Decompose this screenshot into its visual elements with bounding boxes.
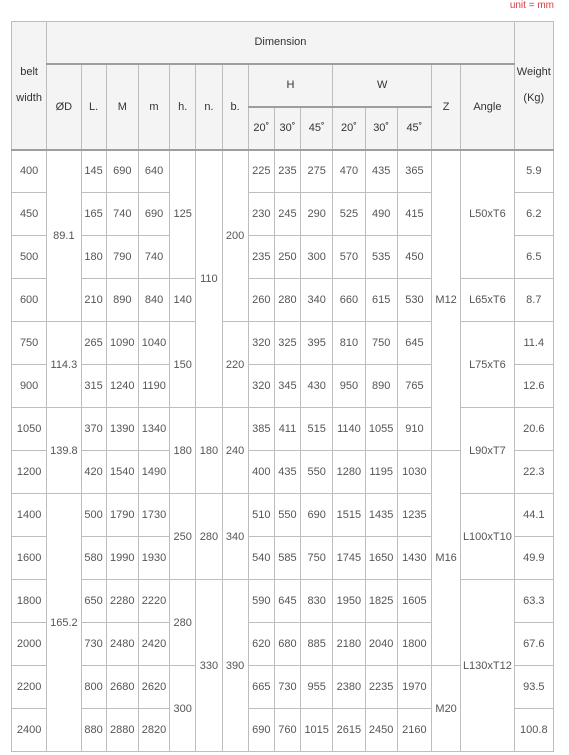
weight-cell: 67.6 xyxy=(514,623,553,666)
w-value-cell: 2380 xyxy=(333,666,365,709)
l-cell: 180 xyxy=(81,236,106,279)
weight-cell: 63.3 xyxy=(514,580,553,623)
h-value-cell: 680 xyxy=(274,623,300,666)
h-group-cell: 250 xyxy=(170,494,196,580)
weight-cell: 11.4 xyxy=(514,322,553,365)
l-cell: 580 xyxy=(81,537,106,580)
w-value-cell: 435 xyxy=(365,150,397,193)
w-value-cell: 2235 xyxy=(365,666,397,709)
big-m-cell: 2480 xyxy=(106,623,138,666)
big-m-cell: 2280 xyxy=(106,580,138,623)
table-row xyxy=(12,150,554,193)
l-cell: 265 xyxy=(81,322,106,365)
small-m-cell: 690 xyxy=(138,193,169,236)
belt-width-cell: 2000 xyxy=(12,623,47,666)
belt-width-cell: 1800 xyxy=(12,580,47,623)
belt-width-cell: 1400 xyxy=(12,494,47,537)
small-m-cell: 840 xyxy=(138,279,169,322)
h-group-header: H xyxy=(248,64,333,107)
weight-cell: 6.5 xyxy=(514,236,553,279)
big-m-cell: 890 xyxy=(106,279,138,322)
h-value-cell: 690 xyxy=(301,494,333,537)
angle-group-cell: L75xT6 xyxy=(461,322,514,408)
n-group-cell: 330 xyxy=(196,580,222,752)
w-value-cell: 535 xyxy=(365,236,397,279)
w-value-cell: 950 xyxy=(333,365,365,408)
h-group-cell: 140 xyxy=(170,279,196,322)
l-cell: 420 xyxy=(81,451,106,494)
w-value-cell: 1140 xyxy=(333,408,365,451)
h-group-cell: 150 xyxy=(170,322,196,408)
h-value-cell: 325 xyxy=(274,322,300,365)
weight-cell: 93.5 xyxy=(514,666,553,709)
h-value-cell: 730 xyxy=(274,666,300,709)
h-value-cell: 645 xyxy=(274,580,300,623)
n-group-cell: 180 xyxy=(196,408,222,494)
dimension-header: Dimension xyxy=(47,22,514,64)
l-cell: 650 xyxy=(81,580,106,623)
w-value-cell: 525 xyxy=(333,193,365,236)
weight-cell: 5.9 xyxy=(514,150,553,193)
small-m-cell: 1490 xyxy=(138,451,169,494)
h-value-cell: 430 xyxy=(301,365,333,408)
w-value-cell: 2160 xyxy=(397,709,431,752)
weight-cell: 22.3 xyxy=(514,451,553,494)
w-value-cell: 1435 xyxy=(365,494,397,537)
h-value-cell: 290 xyxy=(301,193,333,236)
h-value-cell: 550 xyxy=(301,451,333,494)
w-value-cell: 1650 xyxy=(365,537,397,580)
h-value-cell: 620 xyxy=(248,623,274,666)
h-value-cell: 300 xyxy=(301,236,333,279)
small-m-cell: 1190 xyxy=(138,365,169,408)
od-group-cell: 89.1 xyxy=(47,150,81,322)
w-value-cell: 1825 xyxy=(365,580,397,623)
big-m-cell: 2880 xyxy=(106,709,138,752)
w-value-cell: 810 xyxy=(333,322,365,365)
angle-group-cell: L90xT7 xyxy=(461,408,514,494)
small-m-cell: 640 xyxy=(138,150,169,193)
b-group-cell: 220 xyxy=(222,322,248,408)
h-value-cell: 400 xyxy=(248,451,274,494)
big-m-cell: 1990 xyxy=(106,537,138,580)
w-group-header: W xyxy=(333,64,432,107)
weight-cell: 12.6 xyxy=(514,365,553,408)
l-header: L. xyxy=(81,64,106,150)
small-m-cell: 2220 xyxy=(138,580,169,623)
h-group-cell: 300 xyxy=(170,666,196,752)
small-m-cell: 1730 xyxy=(138,494,169,537)
angle-group-cell: L100xT10 xyxy=(461,494,514,580)
od-group-cell: 139.8 xyxy=(47,408,81,494)
belt-width-cell: 450 xyxy=(12,193,47,236)
w-value-cell: 2040 xyxy=(365,623,397,666)
l-cell: 730 xyxy=(81,623,106,666)
h-deg-45: 45˚ xyxy=(301,107,333,150)
h-value-cell: 345 xyxy=(274,365,300,408)
weight-header: Weight (Kg) xyxy=(514,22,553,150)
belt-width-cell: 500 xyxy=(12,236,47,279)
belt-width-cell: 1050 xyxy=(12,408,47,451)
w-value-cell: 1515 xyxy=(333,494,365,537)
belt-width-header: belt width xyxy=(12,22,47,150)
weight-cell: 44.1 xyxy=(514,494,553,537)
n-group-cell: 110 xyxy=(196,150,222,408)
w-value-cell: 415 xyxy=(397,193,431,236)
small-m-cell: 1930 xyxy=(138,537,169,580)
angle-header: Angle xyxy=(461,64,514,150)
h-deg-30: 30˚ xyxy=(274,107,300,150)
big-m-cell: 740 xyxy=(106,193,138,236)
b-group-cell: 240 xyxy=(222,408,248,494)
w-value-cell: 2615 xyxy=(333,709,365,752)
w-value-cell: 2450 xyxy=(365,709,397,752)
h-group-cell: 280 xyxy=(170,580,196,666)
weight-cell: 8.7 xyxy=(514,279,553,322)
h-value-cell: 235 xyxy=(274,150,300,193)
belt-width-cell: 750 xyxy=(12,322,47,365)
n-group-cell: 280 xyxy=(196,494,222,580)
h-value-cell: 510 xyxy=(248,494,274,537)
w-value-cell: 530 xyxy=(397,279,431,322)
big-m-cell: 2680 xyxy=(106,666,138,709)
w-value-cell: 750 xyxy=(365,322,397,365)
h-value-cell: 435 xyxy=(274,451,300,494)
w-deg-30: 30˚ xyxy=(365,107,397,150)
h-value-cell: 690 xyxy=(248,709,274,752)
h-value-cell: 515 xyxy=(301,408,333,451)
h-value-cell: 550 xyxy=(274,494,300,537)
w-value-cell: 1030 xyxy=(397,451,431,494)
w-value-cell: 365 xyxy=(397,150,431,193)
b-group-cell: 390 xyxy=(222,580,248,752)
z-group-cell: M20 xyxy=(432,666,461,752)
table-row xyxy=(12,279,554,322)
h-dim-header: h. xyxy=(170,64,196,150)
z-group-cell: M16 xyxy=(432,451,461,666)
w-value-cell: 765 xyxy=(397,365,431,408)
h-value-cell: 245 xyxy=(274,193,300,236)
b-dim-header: b. xyxy=(222,64,248,150)
big-m-cell: 690 xyxy=(106,150,138,193)
h-deg-20: 20˚ xyxy=(248,107,274,150)
w-value-cell: 1950 xyxy=(333,580,365,623)
h-value-cell: 395 xyxy=(301,322,333,365)
w-value-cell: 2180 xyxy=(333,623,365,666)
belt-width-cell: 2200 xyxy=(12,666,47,709)
w-value-cell: 1430 xyxy=(397,537,431,580)
h-value-cell: 1015 xyxy=(301,709,333,752)
angle-group-cell: L130xT12 xyxy=(461,580,514,752)
weight-cell: 20.6 xyxy=(514,408,553,451)
angle-group-cell: L65xT6 xyxy=(461,279,514,322)
h-value-cell: 385 xyxy=(248,408,274,451)
od-group-cell: 165.2 xyxy=(47,494,81,752)
small-m-cell: 1040 xyxy=(138,322,169,365)
belt-width-cell: 1200 xyxy=(12,451,47,494)
h-value-cell: 540 xyxy=(248,537,274,580)
h-value-cell: 665 xyxy=(248,666,274,709)
w-value-cell: 910 xyxy=(397,408,431,451)
w-value-cell: 570 xyxy=(333,236,365,279)
h-value-cell: 230 xyxy=(248,193,274,236)
h-value-cell: 260 xyxy=(248,279,274,322)
small-m-header: m xyxy=(138,64,169,150)
b-group-cell: 200 xyxy=(222,150,248,322)
h-value-cell: 760 xyxy=(274,709,300,752)
table-row xyxy=(12,580,554,623)
w-value-cell: 450 xyxy=(397,236,431,279)
h-value-cell: 250 xyxy=(274,236,300,279)
weight-cell: 49.9 xyxy=(514,537,553,580)
l-cell: 315 xyxy=(81,365,106,408)
belt-width-cell: 400 xyxy=(12,150,47,193)
h-value-cell: 235 xyxy=(248,236,274,279)
h-value-cell: 280 xyxy=(274,279,300,322)
w-value-cell: 660 xyxy=(333,279,365,322)
h-group-cell: 125 xyxy=(170,150,196,279)
weight-cell: 6.2 xyxy=(514,193,553,236)
z-group-cell: M12 xyxy=(432,150,461,451)
w-value-cell: 1745 xyxy=(333,537,365,580)
h-value-cell: 885 xyxy=(301,623,333,666)
h-value-cell: 955 xyxy=(301,666,333,709)
l-cell: 165 xyxy=(81,193,106,236)
w-value-cell: 615 xyxy=(365,279,397,322)
belt-width-cell: 900 xyxy=(12,365,47,408)
w-value-cell: 1605 xyxy=(397,580,431,623)
l-cell: 880 xyxy=(81,709,106,752)
big-m-cell: 1090 xyxy=(106,322,138,365)
w-value-cell: 470 xyxy=(333,150,365,193)
small-m-cell: 2420 xyxy=(138,623,169,666)
h-value-cell: 340 xyxy=(301,279,333,322)
l-cell: 145 xyxy=(81,150,106,193)
h-value-cell: 320 xyxy=(248,365,274,408)
big-m-cell: 1790 xyxy=(106,494,138,537)
l-cell: 500 xyxy=(81,494,106,537)
belt-width-cell: 600 xyxy=(12,279,47,322)
small-m-cell: 2820 xyxy=(138,709,169,752)
w-deg-20: 20˚ xyxy=(333,107,365,150)
w-value-cell: 490 xyxy=(365,193,397,236)
l-cell: 800 xyxy=(81,666,106,709)
table-body xyxy=(12,150,554,752)
w-value-cell: 1280 xyxy=(333,451,365,494)
angle-group-cell: L50xT6 xyxy=(461,150,514,279)
w-value-cell: 1235 xyxy=(397,494,431,537)
table-row xyxy=(12,322,554,365)
h-value-cell: 590 xyxy=(248,580,274,623)
big-m-cell: 1540 xyxy=(106,451,138,494)
h-value-cell: 225 xyxy=(248,150,274,193)
od-group-cell: 114.3 xyxy=(47,322,81,408)
small-m-cell: 1340 xyxy=(138,408,169,451)
big-m-cell: 1390 xyxy=(106,408,138,451)
w-deg-45: 45˚ xyxy=(397,107,431,150)
l-cell: 370 xyxy=(81,408,106,451)
small-m-cell: 2620 xyxy=(138,666,169,709)
big-m-header: M xyxy=(106,64,138,150)
belt-width-cell: 2400 xyxy=(12,709,47,752)
h-value-cell: 585 xyxy=(274,537,300,580)
h-value-cell: 275 xyxy=(301,150,333,193)
w-value-cell: 645 xyxy=(397,322,431,365)
od-header: ØD xyxy=(47,64,81,150)
table-row xyxy=(12,494,554,537)
w-value-cell: 1970 xyxy=(397,666,431,709)
z-header: Z xyxy=(432,64,461,150)
small-m-cell: 740 xyxy=(138,236,169,279)
n-dim-header: n. xyxy=(196,64,222,150)
w-value-cell: 890 xyxy=(365,365,397,408)
w-value-cell: 1055 xyxy=(365,408,397,451)
h-value-cell: 411 xyxy=(274,408,300,451)
w-value-cell: 1195 xyxy=(365,451,397,494)
h-value-cell: 830 xyxy=(301,580,333,623)
weight-cell: 100.8 xyxy=(514,709,553,752)
big-m-cell: 790 xyxy=(106,236,138,279)
w-value-cell: 1800 xyxy=(397,623,431,666)
h-group-cell: 180 xyxy=(170,408,196,494)
belt-width-cell: 1600 xyxy=(12,537,47,580)
table-row xyxy=(12,408,554,451)
h-value-cell: 750 xyxy=(301,537,333,580)
unit-label: unit = mm xyxy=(509,0,554,11)
big-m-cell: 1240 xyxy=(106,365,138,408)
dimension-table xyxy=(11,21,554,752)
b-group-cell: 340 xyxy=(222,494,248,580)
h-value-cell: 320 xyxy=(248,322,274,365)
l-cell: 210 xyxy=(81,279,106,322)
